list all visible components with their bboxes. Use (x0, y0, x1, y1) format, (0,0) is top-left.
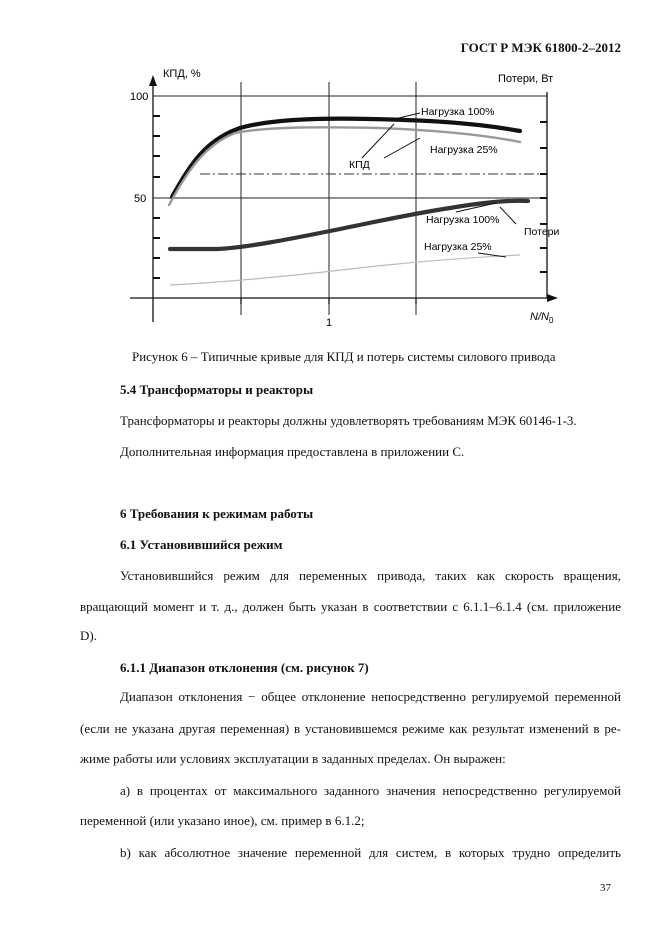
x-axis-label (530, 311, 554, 325)
efficiency-loss-figure (0, 0, 661, 340)
label-load100-losses: Нагрузка 100% (426, 214, 500, 226)
tick-label-1: 1 (326, 317, 333, 329)
tick-label-100: 100 (130, 91, 149, 103)
efficiency-curve-load25 (169, 127, 520, 205)
loss-curve-load25 (170, 255, 520, 285)
section-6-1-1-line-1: Диапазон отклонения − общее отклонение непосредственно регулируемой переменной (120, 689, 621, 704)
section-6-1-1-title: 6.1.1 Диапазон отклонения (см. рисунок 7) (120, 660, 369, 675)
label-load25-efficiency: Нагрузка 25% (430, 144, 498, 156)
label-kpd: КПД (349, 159, 370, 171)
label-losses: Потери (524, 226, 560, 238)
list-item-a-line-1: а) в процентах от максимального заданного значения непосредственно регулируемой (120, 783, 621, 798)
label-load25-losses: Нагрузка 25% (424, 241, 492, 253)
list-item-b-line-1: b) как абсолютное значение переменной для систем, в которых трудно определить (120, 845, 621, 860)
x-axis-ticks (241, 298, 416, 304)
list-item-a-line-2: переменной (или указано иное), см. пример в 6.1.2; (80, 813, 365, 828)
section-6-1-line-3: D). (80, 628, 97, 643)
label-load100-efficiency: Нагрузка 100% (421, 106, 495, 118)
tick-label-50: 50 (134, 193, 147, 205)
x-axis-label-sub: 0 (548, 316, 554, 325)
left-axis-label: КПД, % (163, 68, 201, 80)
left-y-arrow (149, 75, 157, 86)
right-axis-label: Потери, Вт (498, 73, 554, 85)
right-axis-ticks (540, 122, 547, 272)
section-6-title: 6 Требования к режимам работы (120, 506, 314, 521)
page-number: 37 (600, 882, 611, 894)
document-header: ГОСТ Р МЭК 61800-2–2012 (460, 40, 621, 55)
section-5-4-paragraph-2: Дополнительная информация предоставлена в приложении С. (120, 444, 465, 459)
leader-losses (500, 207, 516, 224)
section-6-1-1-line-3: жиме работы или условиях эксплуатации в заданных пределах. Он выражен: (80, 751, 506, 766)
section-6-1-line-1: Установившийся режим для переменных привода, таких как скорость вращения, (120, 568, 621, 583)
x-axis-arrow (547, 294, 558, 302)
figure-caption: Рисунок 6 – Типичные кривые для КПД и потерь системы силового привода (132, 349, 556, 364)
efficiency-curve-load100 (172, 119, 520, 197)
leader-kpd-2 (384, 138, 420, 158)
section-5-4-paragraph-1: Трансформаторы и реакторы должны удовлетворять требованиям МЭК 60146-1-3. (120, 413, 577, 428)
section-6-1-line-2: вращающий момент и т. д., должен быть указан в соответствии с 6.1.1–6.1.4 (см. приложение (80, 599, 621, 614)
left-axis-ticks (153, 116, 160, 278)
x-axis-label-main: N/N (530, 311, 549, 323)
section-5-4-title: 5.4 Трансформаторы и реакторы (120, 382, 314, 397)
section-6-1-title: 6.1 Установившийся режим (120, 537, 283, 552)
section-6-1-1-line-2: (если не указана другая переменная) в установившемся режиме как результат изменений в ре- (80, 721, 621, 736)
